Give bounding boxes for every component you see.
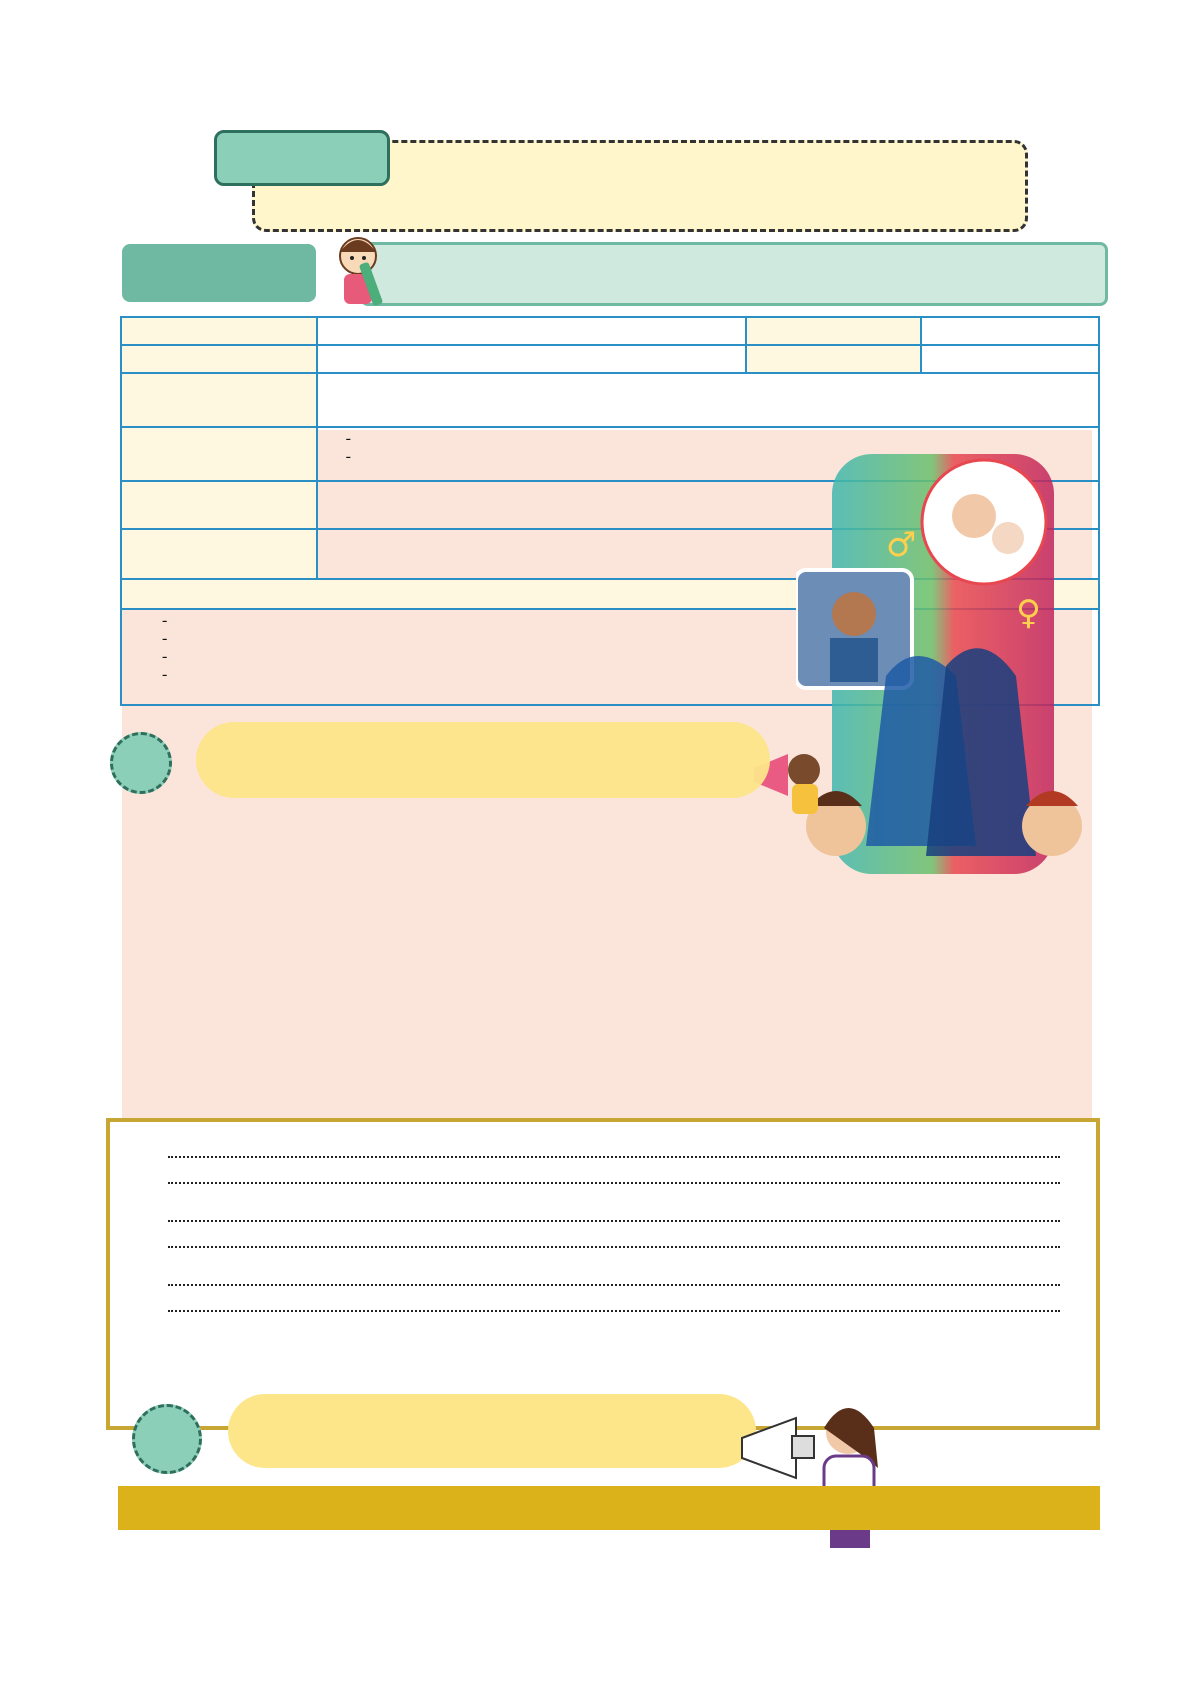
student-illustration: [326, 232, 396, 312]
pencil-border-art: [0, 0, 1200, 80]
criterio-item: -: [162, 612, 188, 629]
reading-paragraph: [122, 1100, 1078, 1118]
grad-sec-label: [746, 345, 922, 373]
capacidad-item: -: [345, 448, 359, 465]
proposito-label: [121, 481, 317, 529]
svg-text:♂: ♂: [886, 525, 917, 565]
grad-sec-value: [921, 345, 1099, 373]
answer-line[interactable]: [168, 1132, 1060, 1158]
docente-value: [317, 317, 746, 345]
answer-line[interactable]: [168, 1196, 1060, 1222]
top-pencil-border: [0, 0, 1200, 80]
activity-label: [122, 244, 316, 302]
subsection-title: [118, 1486, 1100, 1530]
docente-label: [121, 317, 317, 345]
answer-line[interactable]: [168, 1158, 1060, 1184]
capacidades-label: [121, 427, 317, 481]
activity-bar: [360, 242, 1108, 306]
capacidad-item: -: [345, 430, 359, 447]
questions-box: [106, 1118, 1100, 1430]
coordinador-label: [121, 345, 317, 373]
answer-line[interactable]: [168, 1286, 1060, 1312]
section2-numeral-circle: [132, 1404, 202, 1474]
fecha-value: [921, 317, 1099, 345]
criterio-item: -: [162, 630, 188, 647]
answer-line[interactable]: [168, 1260, 1060, 1286]
answer-line[interactable]: [168, 1222, 1060, 1248]
svg-text:♀: ♀: [1016, 593, 1041, 633]
section1-numeral-circle: [110, 732, 172, 794]
section1-pill: [196, 722, 770, 798]
section2-pill: [228, 1394, 756, 1468]
bottom-right-pencils: [1090, 1606, 1200, 1696]
competencia-label: [121, 373, 317, 427]
family-illustration: [796, 446, 1096, 906]
criterio-item: -: [162, 666, 188, 683]
evidencia-label: [121, 529, 317, 579]
competencia-value: [317, 373, 1099, 427]
criterio-item: -: [162, 648, 188, 665]
coordinador-value: [317, 345, 746, 373]
bottom-left-pencils: [0, 1606, 110, 1696]
fecha-label: [746, 317, 922, 345]
unit-label-badge: [214, 130, 390, 186]
